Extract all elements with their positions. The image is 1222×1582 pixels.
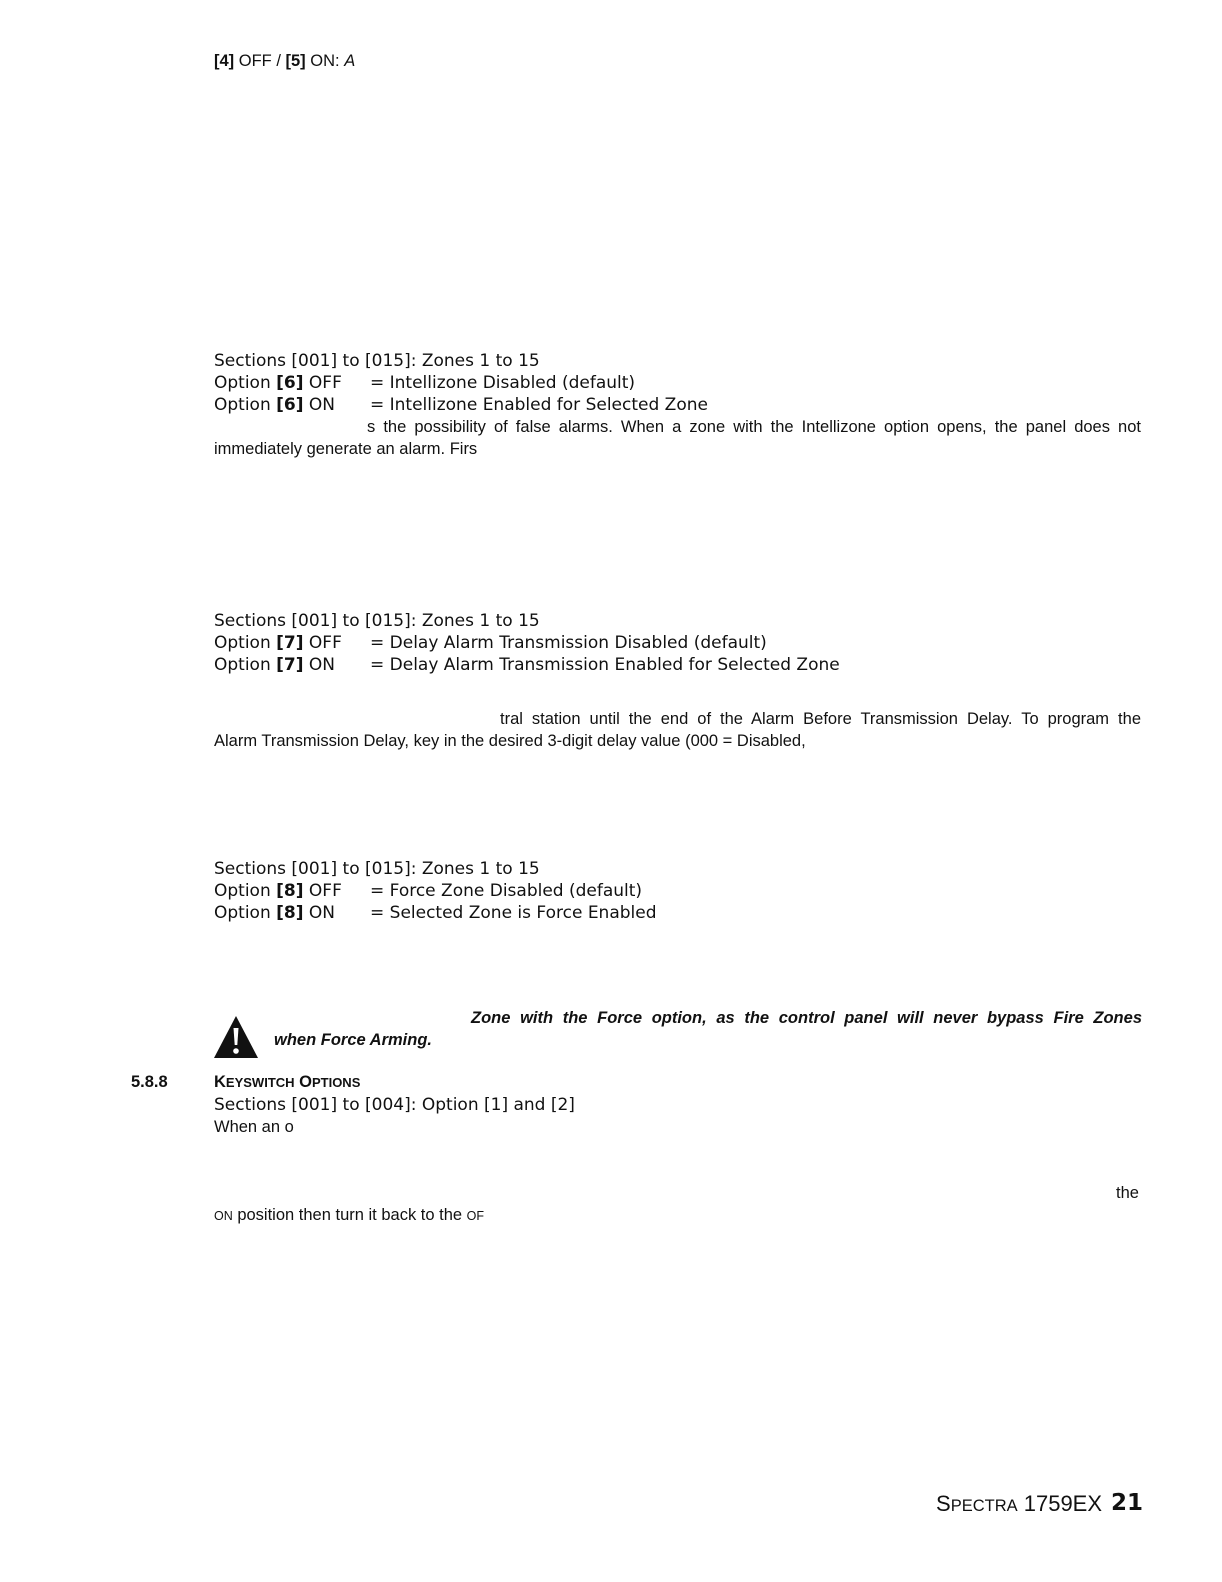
warning-line-2: when Force Arming. — [274, 1031, 432, 1049]
intellizone-option-on: Option [6] ON = Intellizone Enabled for Selected Zone — [214, 395, 708, 415]
section-number: 5.8.8 — [131, 1073, 168, 1091]
option-key-4: [4] — [214, 52, 235, 70]
keyswitch-paragraph-line-2: the — [1116, 1184, 1139, 1202]
warning-line-1: Zone with the Force option, as the control panel will never bypass Fire Zones — [471, 1009, 1142, 1027]
keyswitch-paragraph-line-1: When an o — [214, 1118, 294, 1136]
option-key-5: [5] — [285, 52, 306, 70]
intellizone-sections-line: Sections [001] to [015]: Zones 1 to 15 — [214, 351, 540, 371]
delay-option-off: Option [7] OFF = Delay Alarm Transmission Disabled (default) — [214, 633, 767, 653]
warning-triangle-icon — [213, 1014, 259, 1060]
keyswitch-paragraph-line-3: ON position then turn it back to the OF — [214, 1206, 485, 1224]
delay-sections-line: Sections [001] to [015]: Zones 1 to 15 — [214, 611, 540, 631]
force-option-off: Option [8] OFF = Force Zone Disabled (default) — [214, 881, 643, 901]
intellizone-paragraph-line-1: s the possibility of false alarms. When a zone with the Intellizone option opens, the panel does not — [367, 418, 1141, 436]
keyswitch-sections-line: Sections [001] to [004]: Option [1] and [2] — [214, 1095, 575, 1115]
section-title: KEYSWITCH OPTIONS — [214, 1073, 361, 1091]
page-number: 21 — [1111, 1490, 1144, 1516]
top-option-line: [4] OFF / [5] ON: A — [214, 52, 356, 70]
force-option-on: Option [8] ON = Selected Zone is Force Enabled — [214, 903, 657, 923]
force-sections-line: Sections [001] to [015]: Zones 1 to 15 — [214, 859, 540, 879]
footer-product-name: SPECTRA 1759EX — [936, 1491, 1103, 1516]
delay-paragraph-line-1: tral station until the end of the Alarm Before Transmission Delay. To program the — [500, 710, 1141, 728]
delay-paragraph-line-2: Alarm Transmission Delay, key in the desired 3-digit delay value (000 = Disabled, — [214, 732, 806, 750]
delay-option-on: Option [7] ON = Delay Alarm Transmission Enabled for Selected Zone — [214, 655, 840, 675]
intellizone-option-off: Option [6] OFF = Intellizone Disabled (default) — [214, 373, 636, 393]
intellizone-paragraph-line-2: immediately generate an alarm. Firs — [214, 440, 478, 458]
